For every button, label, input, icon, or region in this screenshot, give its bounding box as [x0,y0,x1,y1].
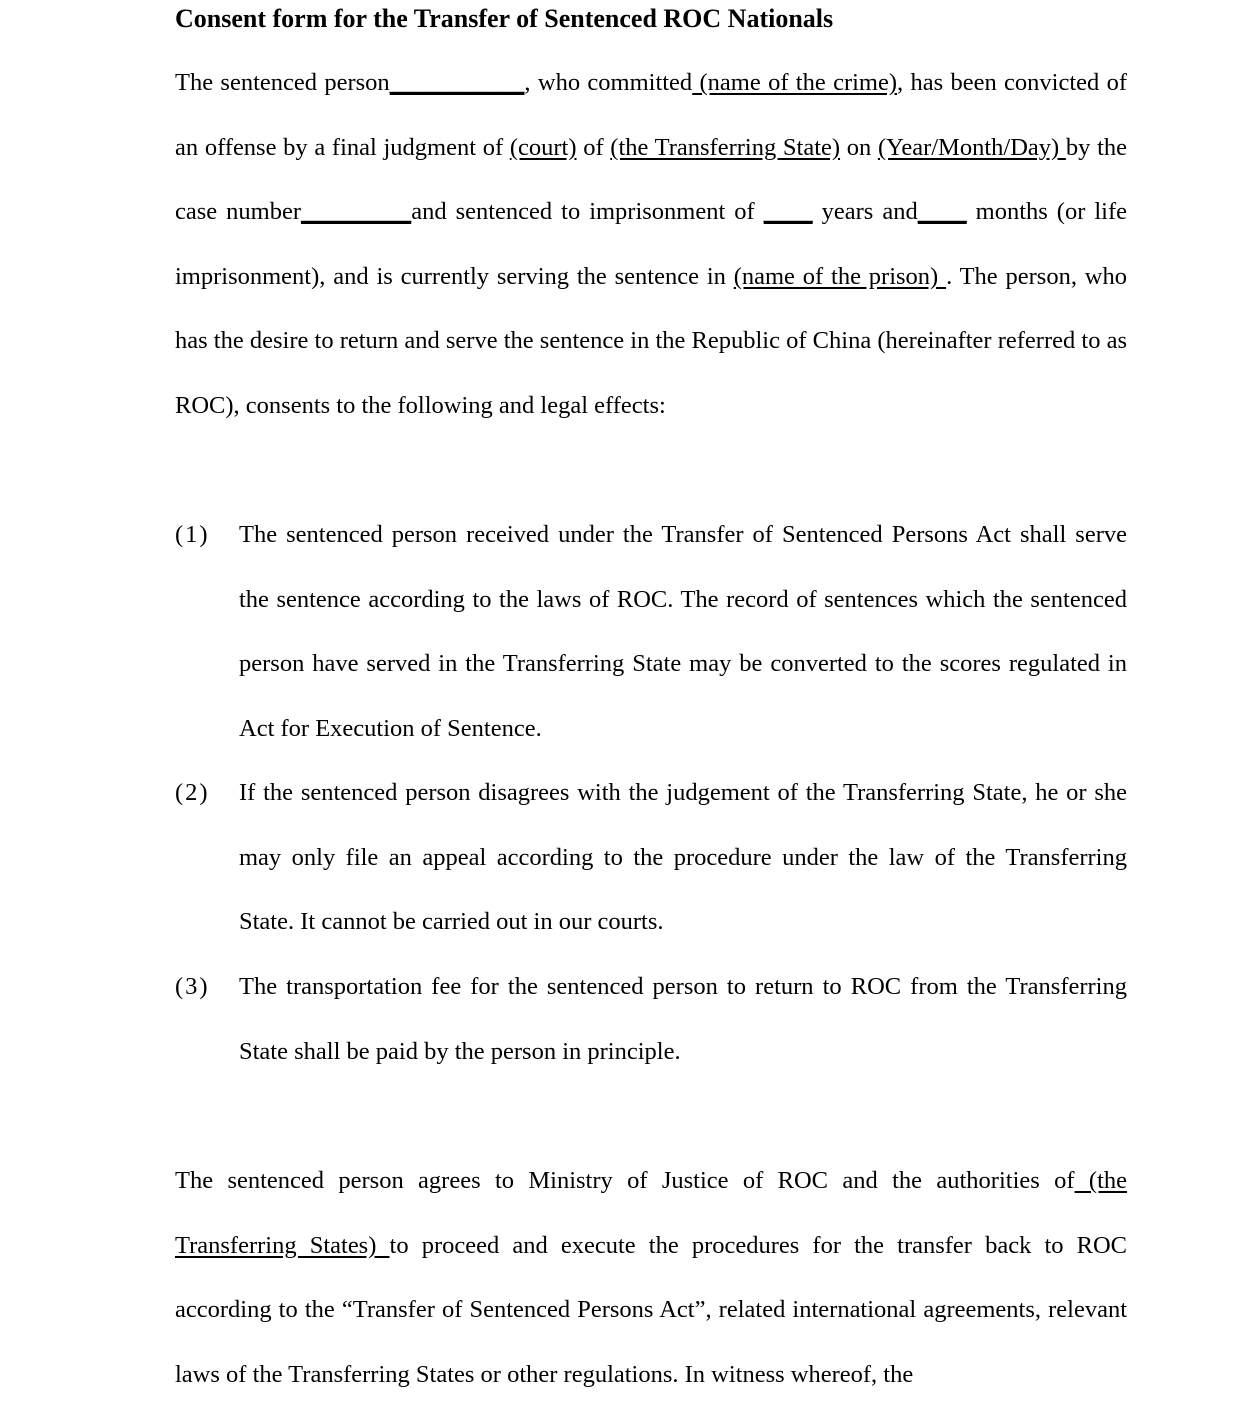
intro-text: , has been convicted of an offense by a final judgment of [175,69,1128,161]
list-item-number: (3) [175,973,210,1000]
intro-text: of [576,133,611,161]
closing-text: to proceed and execute the procedures for the transfer back to ROC according to the “Transfer of Sentenced Persons Act”, related international agreements, relevant laws of the Transferring States or other regulations. In witness whereof, the [175,1231,1128,1388]
intro-text: on [840,133,878,161]
intro-text: . The person, who has the desire to return and serve the sentence in the Republic of China (hereinafter referred to as ROC), consents to the following and legal effects: [175,262,1127,419]
intro-text: years and [812,198,918,226]
transferring-states-blank: (the Transferring States) [175,1167,1128,1259]
intro-text: , who committed [524,69,693,96]
list-item [175,955,1127,1084]
closing-text: The sentenced person agrees to Ministry of Justice of ROC and the authorities of [175,1167,1075,1194]
document-title: Consent form for the Transfer of Sentenced ROC Nationals [175,4,834,33]
list-item [175,761,1127,955]
list-item-text: If the sentenced person disagrees with the judgement of the Transferring State, he or she may only file an appeal according to the procedure under the law of the Transferring State. It cannot be carried out in our courts. [239,779,1127,936]
intro-text: months (or life imprisonment), and is currently serving the sentence in [175,198,1128,290]
list-item-text: The sentenced person received under the Transfer of Sentenced Persons Act shall serve the sentence according to the laws of ROC. The record of sentences which the sentenced person have served in the Transferring State may be converted to the scores regulated in Act for Execution of Sentence. [239,521,1127,742]
closing-paragraph [175,1149,1127,1407]
list-item-number: (2) [175,779,210,806]
sentenced-person-blank: ___________ [389,69,525,96]
intro-text: by the case number [175,133,1127,226]
list-item [175,503,1127,761]
transferring-state-blank: (the Transferring State) [610,133,841,161]
intro-text: The sentenced person [175,69,390,96]
case-number-blank: _________ [300,198,412,226]
years-blank: ____ [763,198,813,226]
prison-name-blank: (name of the prison) [733,262,947,290]
intro-text: and sentenced to imprisonment of [411,198,764,226]
list-item-text: The transportation fee for the sentenced person to return to ROC from the Transferring State shall be paid by the person in principle. [239,973,1127,1065]
list-item-number: (1) [175,521,210,548]
intro-paragraph [175,51,1127,439]
court-blank: (court) [509,133,577,161]
date-blank: (Year/Month/Day) [877,133,1066,161]
crime-name-blank: (name of the crime) [692,69,897,96]
months-blank: ____ [917,198,967,226]
